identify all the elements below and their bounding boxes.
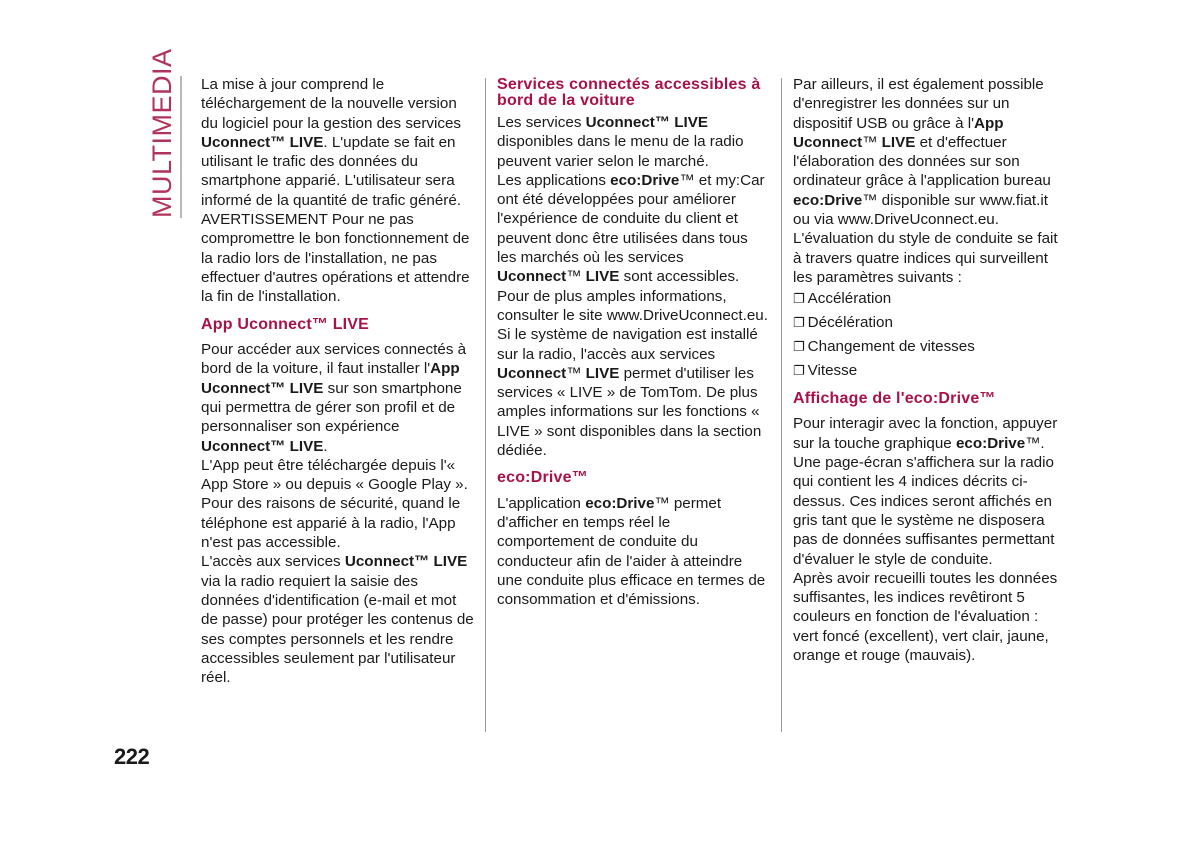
paragraph: Pour de plus amples informations, consulter le site www.DriveUconnect.eu.: [497, 287, 768, 324]
section-side-tab: [146, 48, 182, 218]
paragraph: L'App peut être téléchargée depuis l'« App Store » ou depuis « Google Play ».: [201, 456, 468, 494]
column-divider: [485, 78, 486, 732]
paragraph: La mise à jour comprend le téléchargement de la nouvelle version du logiciel pour la gestion des services Uconnect™ LIVE. L'update se fait en utilisant le trafic des données du smartphone apparié. L'utilisateur sera informé de la quantité de trafic généré. AVERTISSEMENT Pour ne pas compromettre le bon fonctionnement de la radio lors de l'installation, ne pas effectuer d'autres opérations et attendre la fin de l'installation.: [201, 76, 470, 306]
paragraph: Pour accéder aux services connectés à bord de la voiture, il faut installer l'App Uconnect™ LIVE sur son smartphone qui permettra de gérer son profil et de personnaliser son expérience Uconnect™ LIVE.: [201, 341, 467, 455]
paragraph: L'évaluation du style de conduite se fait à travers quatre indices qui surveillent les paramètres suivants :: [793, 230, 1058, 286]
parameter-list: [793, 289, 1067, 381]
paragraph: Pour interagir avec la fonction, appuyer sur la touche graphique eco:Drive™. Une page-écran s'affichera sur la radio qui contient les 4 indices décrits ci-dessus. Ces indices seront affichés en gris tant que le système ne disposera pas de données suffisantes permettant d'évaluer le style de conduite.: [793, 415, 1058, 568]
checkbox-icon: ❐: [793, 316, 805, 332]
list-item: ❐ Accélération: [793, 290, 892, 308]
heading-affichage-ecodrive: Affichage de l'eco:Drive™: [793, 389, 996, 407]
paragraph: Les applications eco:Drive™ et my:Car ont été développées pour améliorer l'expérience de conduite du client et peuvent donc être utilisées dans tous les marchés où les services Uconnect™ LIVE sont accessibles.: [497, 171, 765, 286]
heading-ecodrive: eco:Drive™: [497, 469, 588, 487]
checkbox-icon: ❐: [793, 363, 805, 379]
paragraph: Pour des raisons de sécurité, quand le téléphone est apparié à la radio, l'App n'est pas accessible.: [201, 495, 461, 552]
heading-app-uconnect-live: App Uconnect™ LIVE: [201, 315, 370, 333]
list-item: ❐ Vitesse: [793, 361, 858, 379]
list-item: ❐ Décélération: [793, 314, 893, 332]
paragraph: L'application eco:Drive™ permet d'afficher en temps réel le comportement de conduite du conducteur afin de l'aider à atteindre une conduite plus efficace en termes de consommation et d'émissions.: [497, 494, 766, 609]
section-label: MULTIMEDIA: [147, 48, 177, 218]
paragraph: L'accès aux services Uconnect™ LIVE via la radio requiert la saisie des données d'identification (e-mail et mot de passe) pour protéger les contenus de ses comptes personnels et les rendre accessibles seulement par l'utilisateur réel.: [201, 553, 474, 687]
checkbox-icon: ❐: [793, 339, 805, 355]
paragraph: Si le système de navigation est installé sur la radio, l'accès aux services Uconnect™ LIVE permet d'utiliser les services « LIVE » de TomTom. De plus amples informations sur les fonctions « LIVE » sont disponibles dans la section dédiée.: [497, 326, 762, 460]
page-number: 222: [114, 744, 150, 769]
paragraph: Les services Uconnect™ LIVE disponibles dans le menu de la radio peuvent varier selon le marché.: [497, 114, 744, 170]
checkbox-icon: ❐: [793, 292, 805, 308]
paragraph: Après avoir recueilli toutes les données suffisantes, les indices revêtiront 5 couleurs en fonction de l'évaluation : vert foncé (excellent), vert clair, jaune, orange et rouge (mauvais).: [793, 569, 1058, 665]
paragraph: Par ailleurs, il est également possible d'enregistrer les données sur un dispositif USB ou grâce à l'App Uconnect™ LIVE et d'effectuer l'élaboration des données sur son ordinateur grâce à l'application bureau eco:Drive™ disponible sur www.fiat.it ou via www.DriveUconnect.eu.: [793, 76, 1051, 229]
column-1: [201, 75, 475, 687]
column-3: [793, 75, 1067, 665]
list-item: ❐ Changement de vitesses: [793, 337, 975, 355]
column-divider: [781, 78, 782, 732]
column-2: [497, 77, 771, 610]
heading-services-connectes: Services connectés accessibles à bord de la voiture: [497, 76, 761, 109]
